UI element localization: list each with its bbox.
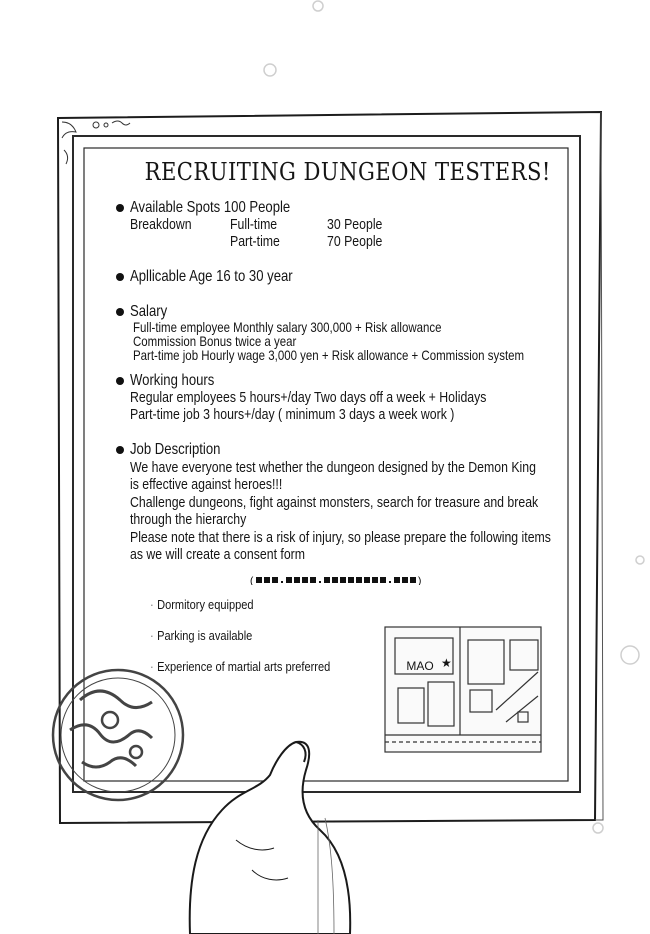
perk-label: Parking is available xyxy=(157,628,253,643)
salary-line: Full-time employee Monthly salary 300,000 + Risk allowance xyxy=(133,319,442,335)
svg-text:): ) xyxy=(418,576,422,585)
hours-heading: Working hours xyxy=(130,372,215,389)
job-line: We have everyone test whether the dungeon designed by the Demon King xyxy=(130,459,536,476)
bullet-icon xyxy=(116,308,124,316)
bullet-icon xyxy=(116,377,124,385)
perk-mark: · xyxy=(150,659,154,674)
perk-item xyxy=(150,659,330,674)
job-line: is effective against heroes!!! xyxy=(130,476,283,493)
poster-title: RECRUITING DUNGEON TESTERS! xyxy=(144,158,551,186)
perk-item xyxy=(150,597,254,612)
perk-mark: · xyxy=(150,597,154,612)
salary-line: Commission Bonus twice a year xyxy=(133,333,297,349)
parttime-type: Part-time xyxy=(230,233,280,250)
redacted-contact xyxy=(250,575,434,585)
job-line: Challenge dungeons, fight against monsters, search for treasure and break xyxy=(130,494,539,511)
svg-text:(: ( xyxy=(250,576,254,585)
perk-item xyxy=(150,628,252,643)
salary-line: Part-time job Hourly wage 3,000 yen + Risk allowance + Commission system xyxy=(133,347,525,363)
breakdown-label: Breakdown xyxy=(130,216,192,233)
job-heading: Job Description xyxy=(130,441,221,458)
map-star-icon: ★ xyxy=(441,656,452,670)
salary-heading: Salary xyxy=(130,303,168,320)
perk-mark: · xyxy=(150,628,154,643)
parttime-count: 70 People xyxy=(327,233,383,250)
spots-heading: Available Spots 100 People xyxy=(130,199,291,216)
job-line: Please note that there is a risk of injury, so please prepare the following items xyxy=(130,529,551,546)
age-heading: Apllicable Age 16 to 30 year xyxy=(130,268,293,285)
job-line: as we will create a consent form xyxy=(130,546,306,563)
map-label: MAO xyxy=(406,659,434,673)
hours-line: Part-time job 3 hours+/day ( minimum 3 days a week work ) xyxy=(130,406,455,423)
bullet-icon xyxy=(116,446,124,454)
bullet-icon xyxy=(116,273,124,281)
job-line: through the hierarchy xyxy=(130,511,247,528)
bullet-icon xyxy=(116,204,124,212)
fulltime-type: Full-time xyxy=(230,216,278,233)
perk-label: Dormitory equipped xyxy=(157,597,254,612)
perk-label: Experience of martial arts preferred xyxy=(157,659,331,674)
fulltime-count: 30 People xyxy=(327,216,383,233)
hours-line: Regular employees 5 hours+/day Two days off a week + Holidays xyxy=(130,389,487,406)
